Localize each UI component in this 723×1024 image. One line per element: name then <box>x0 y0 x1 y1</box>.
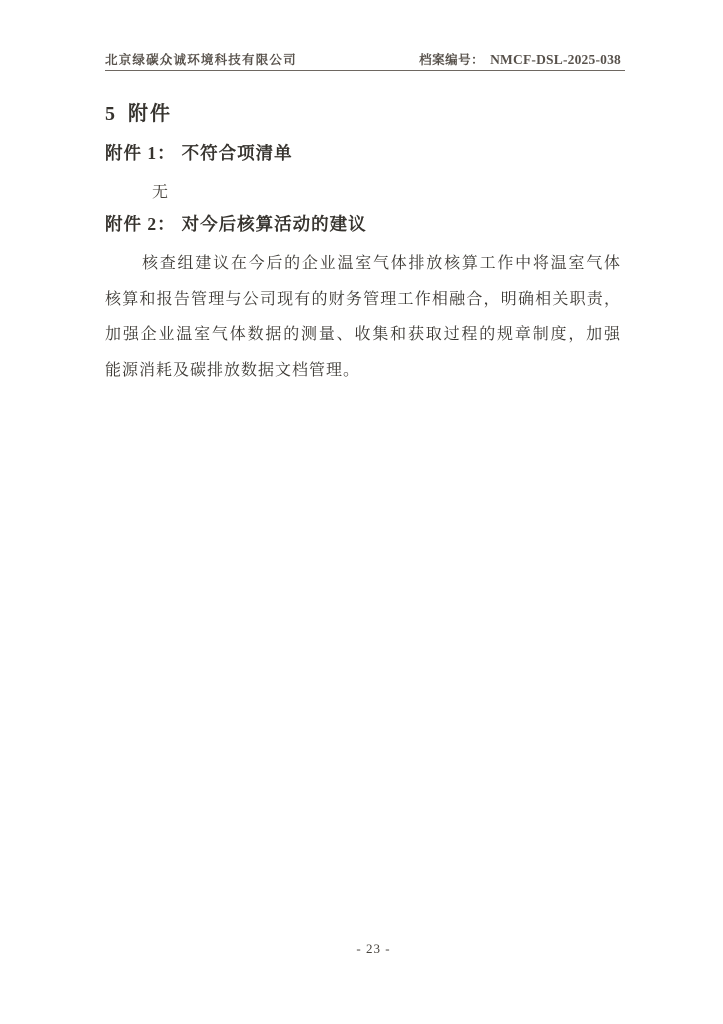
attachment-1-heading <box>105 140 293 165</box>
recommendation-paragraph <box>105 246 621 388</box>
attachment-1-title: 不符合项清单 <box>181 143 293 163</box>
paragraph-line: 加强企业温室气体数据的测量、收集和获取过程的规章制度，加强 <box>105 326 621 343</box>
page-header <box>105 46 621 68</box>
paragraph-line: 核算和报告管理与公司现有的财务管理工作相融合，明确相关职责， <box>105 290 621 308</box>
archive-number-label: 档案编号： <box>419 53 485 67</box>
section-title: 附件 <box>128 103 172 125</box>
attachment-2-title: 对今后核算活动的建议 <box>181 214 367 234</box>
company-name: 北京绿碳众诚环境科技有限公司 <box>105 53 297 67</box>
section-number: 5 <box>105 103 115 125</box>
archive-number-value: NMCF-DSL-2025-038 <box>490 52 621 67</box>
paragraph-line: 能源消耗及碳排放数据文档管理。 <box>105 361 361 379</box>
attachment-1-label: 附件 1： <box>105 143 176 163</box>
paragraph-line: 核查组建议在今后的企业温室气体排放核算工作中将温室气体 <box>142 255 621 272</box>
header-divider <box>105 70 625 71</box>
attachment-2-label: 附件 2： <box>105 214 176 234</box>
archive-number-field <box>419 50 621 68</box>
page-number: - 23 - <box>356 941 391 956</box>
attachment-2-heading <box>105 211 367 236</box>
attachment-1-content: 无 <box>152 184 170 201</box>
section-heading <box>105 97 172 126</box>
